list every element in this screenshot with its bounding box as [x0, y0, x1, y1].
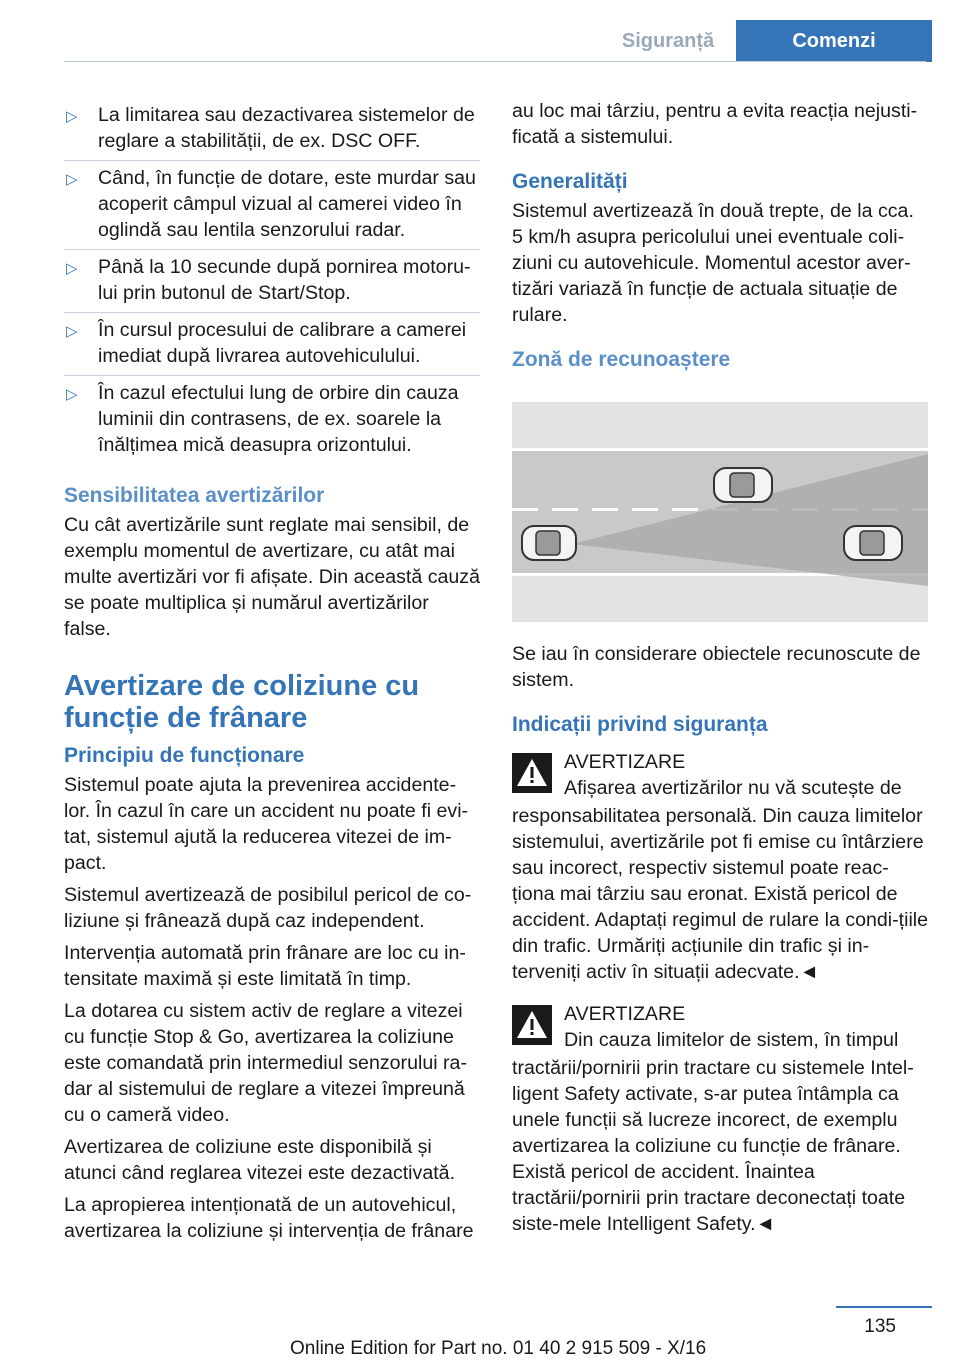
- warning-title: AVERTIZARE: [564, 751, 686, 773]
- paragraph: Intervenția automată prin frânare are loc cu in‐tensitate maximă și este limitată în timp.: [64, 942, 466, 990]
- sensitivity-heading: Sensibilitatea avertizărilor: [64, 484, 325, 507]
- list-item: ▷ Când, în funcție de dotare, este murdar sau acoperit câmpul vizual al camerei video în oglindă sau lentila senzorului radar.: [64, 161, 480, 250]
- triangle-bullet-icon: ▷: [66, 260, 78, 277]
- car-icon: [522, 526, 576, 560]
- triangle-bullet-icon: ▷: [66, 108, 78, 125]
- safety-heading: Indicații privind siguranța: [512, 713, 768, 736]
- footer-rule: [836, 1306, 932, 1308]
- edition-text: Online Edition for Part no. 01 40 2 915 509 - X/16: [290, 1338, 707, 1359]
- continuation-text: au loc mai târziu, pentru a evita reacția nejusti‐ficată a sistemului.: [512, 100, 918, 148]
- figure-caption: Se iau în considerare obiectele recunoscute de sistem.: [512, 643, 921, 691]
- warning-triangle-icon: [512, 753, 552, 793]
- condition-list: [64, 98, 480, 464]
- left-column: [64, 98, 480, 1250]
- triangle-bullet-icon: ▷: [66, 386, 78, 403]
- page-header: [0, 20, 960, 62]
- warning-block: [512, 749, 930, 985]
- paragraph: Avertizarea de coliziune este disponibilă și atunci când reglarea vitezei este dezactivată.: [64, 1136, 456, 1184]
- list-item: ▷ Până la 10 secunde după pornirea motoru‐lui prin butonul de Start/Stop.: [64, 250, 480, 313]
- paragraph: Sistemul poate ajuta la prevenirea accidente‐lor. În cazul în care un accident nu poate fi evi‐tat, sistemul ajută la reducerea vitezei de im‐pact.: [64, 774, 469, 874]
- list-item: ▷ În cursul procesului de calibrare a camerei imediat după livrarea autovehiculului.: [64, 313, 480, 376]
- principle-heading: Principiu de funcționare: [64, 744, 305, 767]
- header-active-tab[interactable]: Comenzi: [736, 20, 932, 62]
- general-heading: Generalități: [512, 170, 628, 193]
- paragraph: Sistemul avertizează de posibilul pericol de co‐liziune și frânează după caz independent.: [64, 884, 472, 932]
- main-heading: Avertizare de coliziune cu funcție de frânare: [64, 670, 420, 734]
- general-text: Sistemul avertizează în două trepte, de la cca. 5 km/h asupra pericolului unei eventuale coli‐ziuni cu autovehicule. Momentul acestor aver‐tizări variază în funcție de actuala situație de rulare.: [512, 200, 914, 326]
- detection-zone-figure: [512, 402, 928, 622]
- page-number: 135: [864, 1316, 896, 1337]
- triangle-bullet-icon: ▷: [66, 323, 78, 340]
- warning-text: responsabilitatea personală. Din cauza limitelor sistemului, avertizările pot fi emise cu întârziere sau incorect, respectiv sistemul poate reac‐ționa mai târziu sau eronat. Există pericol de accident. Adaptați regimul de rulare la condi‐țiile din trafic. Urmăriți acțiunile din trafic și in‐terveniți activ în situații adecvate.◄: [512, 805, 929, 983]
- paragraph: La apropierea intenționată de un autovehicul, avertizarea la coliziune și intervenția de frânare: [64, 1194, 474, 1242]
- sensitivity-text: Cu cât avertizările sunt reglate mai sensibil, de exemplu momentul de avertizare, cu atât mai multe avertizări vor fi afișate. Din această cauză se poate multiplica și numărul avertizărilor false.: [64, 514, 481, 640]
- warning-title: AVERTIZARE: [564, 1003, 686, 1025]
- list-item: ▷ La limitarea sau dezactivarea sistemelor de reglare a stabilității, de ex. DSC OFF.: [64, 98, 480, 161]
- warning-lead: Din cauza limitelor de sistem, în timpul: [564, 1029, 899, 1051]
- warning-triangle-icon: [512, 1005, 552, 1045]
- warning-lead: Afișarea avertizărilor nu vă scutește de: [564, 777, 902, 799]
- warning-text: tractării/pornirii prin tractare cu sistemele Intel‐ligent Safety activate, s-ar putea întâmpla ca unele funcții să lucreze incorect, de exemplu avertizarea la coliziune cu funcție de frânare. Există pericol de accident. Înaintea tractării/pornirii prin tractare deconectați toate siste‐mele Intelligent Safety.◄: [512, 1057, 914, 1235]
- warning-block: [512, 1001, 930, 1237]
- triangle-bullet-icon: ▷: [66, 171, 78, 188]
- paragraph: La dotarea cu sistem activ de reglare a vitezei cu funcție Stop & Go, avertizarea la coliziune este comandată prin intermediul senzorului ra‐dar al sistemului de reglare a vitezei împreună cu o cameră video.: [64, 1000, 467, 1126]
- list-item: ▷ În cazul efectului lung de orbire din cauza luminii din contrasens, de ex. soarele la înălțimea mică deasupra orizontului.: [66, 382, 459, 456]
- car-icon: [844, 526, 902, 560]
- header-section-label: Siguranță: [621, 30, 715, 52]
- zone-heading: Zonă de recunoaștere: [512, 348, 731, 371]
- header-rule: [64, 61, 926, 62]
- car-icon: [714, 468, 772, 502]
- road-edge-top: [512, 448, 928, 451]
- right-column: [512, 98, 930, 1237]
